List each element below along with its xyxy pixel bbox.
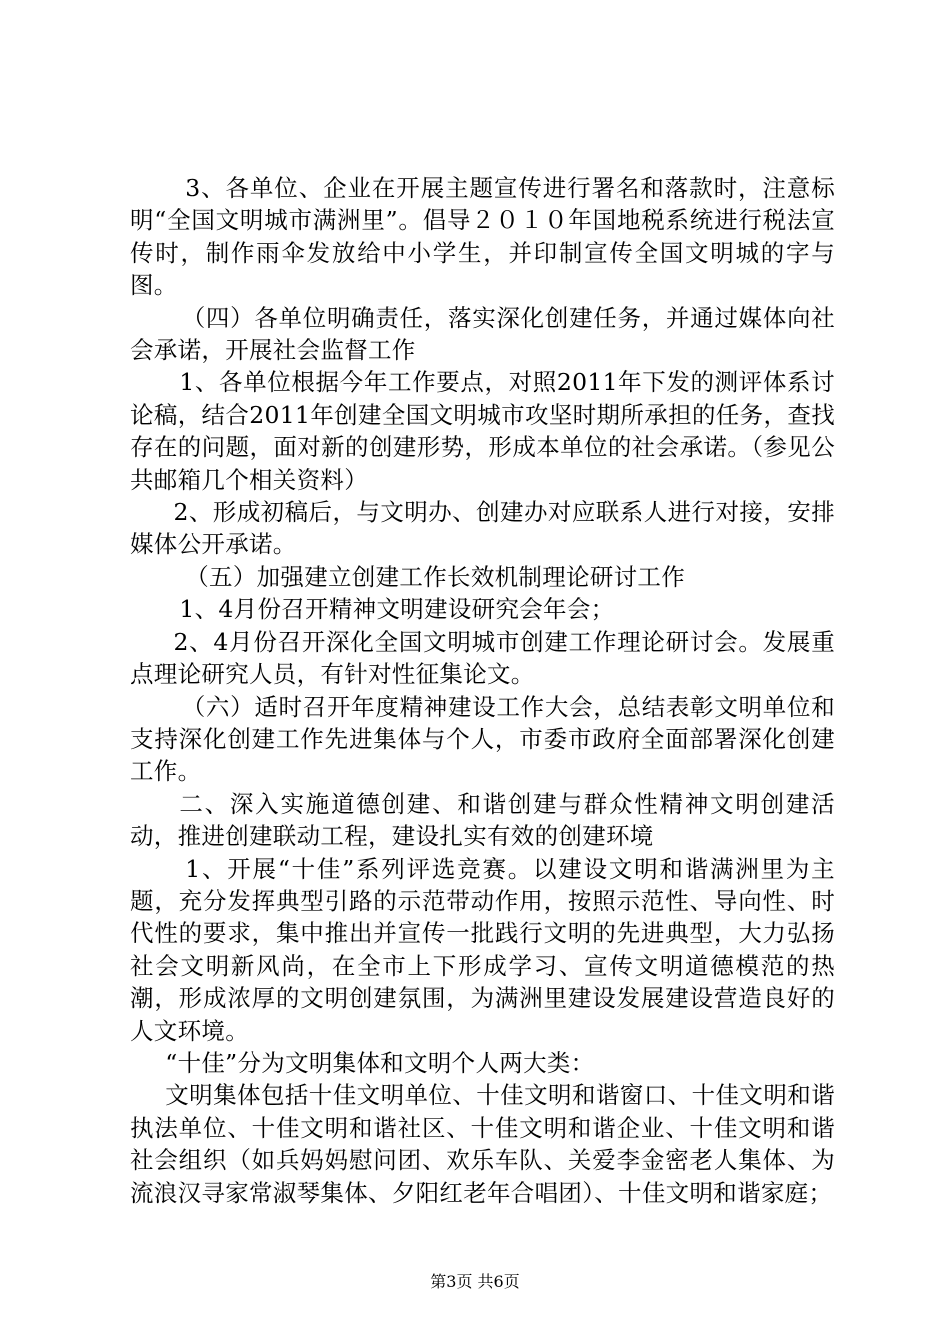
paragraph-section-5-heading: （五）加强建立创建工作长效机制理论研讨工作 xyxy=(185,562,686,591)
paragraph-part-2-heading: 二、深入实施道德创建、和谐创建与群众性精神文明创建活动，推进创建联动工程，建设扎实有效的创建环境 xyxy=(130,789,835,851)
paragraph-5-item-1: 1、4月份召开精神文明建设研究会年会； xyxy=(179,595,615,624)
paragraph-4-item-2: 2、形成初稿后，与文明办、创建办对应联系人进行对接，安排媒体公开承诺。 xyxy=(130,498,835,559)
paragraph-5-item-2: 2、4月份召开深化全国文明城市创建工作理论研讨会。发展重点理论研究人员，有针对性征集论文。 xyxy=(130,627,835,689)
page-footer xyxy=(0,1272,950,1292)
paragraph-4-item-1: 1、各单位根据今年工作要点，对照2011年下发的测评体系讨论稿，结合2011年创建全国文明城市攻坚时期所承担的任务，查找存在的问题，面对新的创建形势，形成本单位的社会承诺。（参见公共邮箱几个相关资料） xyxy=(130,368,835,494)
paragraph-civilized-collectives: 文明集体包括十佳文明单位、十佳文明和谐窗口、十佳文明和谐执法单位、十佳文明和谐社区、十佳文明和谐企业、十佳文明和谐社会组织（如兵妈妈慰问团、欢乐车队、关爱李金密老人集体、为流浪汉寻家常淑琴集体、夕阳红老年合唱团）、十佳文明和谐家庭； xyxy=(130,1081,835,1207)
paragraph-section-4-heading: （四）各单位明确责任，落实深化创建任务，并通过媒体向社会承诺，开展社会监督工作 xyxy=(130,303,835,365)
paragraph-3-signature-note: 3、各单位、企业在开展主题宣传进行署名和落款时，注意标明“全国文明城市满洲里”。倡导２０１０年国地税系统进行税法宣传时，制作雨伞发放给中小学生，并印制宣传全国文明城的字与图。 xyxy=(130,174,835,300)
page-number: 第3页 共6页 xyxy=(430,1272,520,1291)
paragraph-part-2-item-1: 1、开展“十佳”系列评选竞赛。以建设文明和谐满洲里为主题，充分发挥典型引路的示范带动作用，按照示范性、导向性、时代性的要求，集中推出并宣传一批践行文明的先进典型，大力弘扬社会文明新风尚，在全市上下形成学习、宣传文明道德模范的热潮，形成浓厚的文明创建氛围，为满洲里建设发展建设营造良好的人文环境。 xyxy=(130,854,835,1045)
document-body xyxy=(130,172,835,1209)
paragraph-section-6-heading: （六）适时召开年度精神建设工作大会，总结表彰文明单位和支持深化创建工作先进集体与个人，市委市政府全面部署深化创建工作。 xyxy=(130,692,835,786)
paragraph-ten-best-categories: “十佳”分为文明集体和文明个人两大类： xyxy=(165,1048,595,1077)
